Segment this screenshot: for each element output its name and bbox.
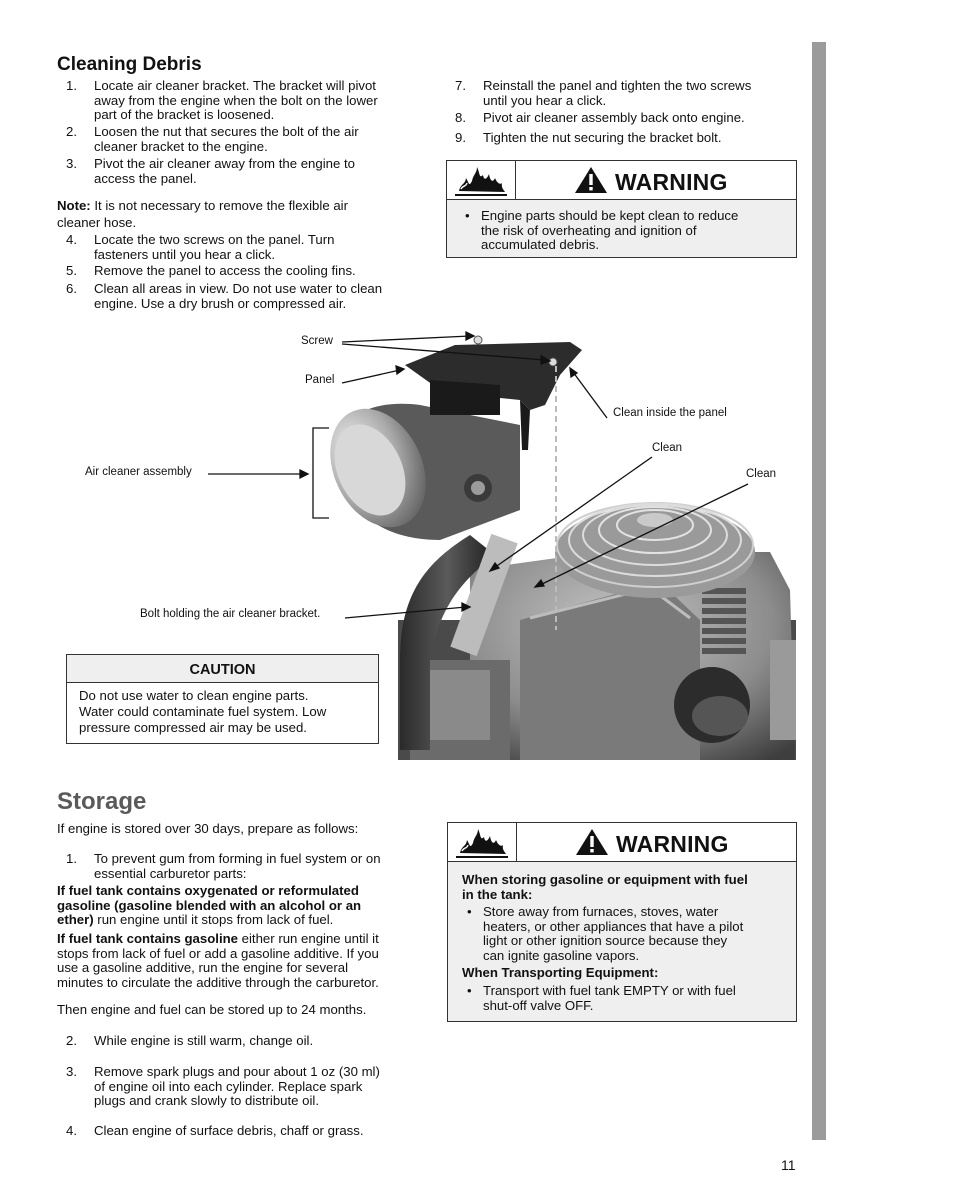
caution-title: CAUTION bbox=[67, 655, 378, 683]
oxy-bold-1: If fuel tank contains oxygenated or reformulated bbox=[57, 883, 359, 898]
step-number: 4. bbox=[66, 232, 77, 247]
warning-label: WARNING bbox=[616, 831, 729, 857]
gas-rest: either run engine until it bbox=[238, 931, 379, 946]
step-number: 2. bbox=[66, 1033, 77, 1048]
oxy-bold-3: ether) bbox=[57, 912, 94, 927]
note-text-2: cleaner hose. bbox=[57, 214, 137, 230]
warning-header-storage bbox=[448, 823, 796, 862]
gas-line-1: stops from lack of fuel or add a gasoline additive. If you bbox=[57, 945, 379, 961]
storage-intro: If engine is stored over 30 days, prepare as follows: bbox=[57, 821, 359, 836]
storing-heading-1: When storing gasoline or equipment with fuel bbox=[462, 872, 748, 887]
fan-screen bbox=[555, 503, 755, 598]
note bbox=[57, 199, 348, 230]
step-number: 3. bbox=[66, 1064, 77, 1079]
flame-icon bbox=[448, 823, 517, 861]
bullet-dot: • bbox=[467, 904, 472, 919]
gasoline-paragraph bbox=[57, 932, 379, 990]
warning-header bbox=[447, 161, 796, 200]
label-air-cleaner-assembly: Air cleaner assembly bbox=[85, 466, 192, 478]
gas-bold: If fuel tank contains gasoline bbox=[57, 931, 238, 946]
storage-then: Then engine and fuel can be stored up to 24 months. bbox=[57, 1002, 367, 1017]
step-text: Pivot air cleaner assembly back onto engine. bbox=[483, 110, 745, 125]
label-clean-inside-panel: Clean inside the panel bbox=[613, 407, 727, 419]
note-text: It is not necessary to remove the flexible air bbox=[90, 198, 348, 213]
caution-box bbox=[66, 654, 379, 744]
note-label: Note: bbox=[57, 198, 91, 213]
label-panel: Panel bbox=[305, 374, 335, 386]
oxygenated-paragraph bbox=[57, 884, 361, 928]
label-bolt: Bolt holding the air cleaner bracket. bbox=[140, 608, 321, 620]
storing-heading-2: in the tank: bbox=[462, 886, 533, 902]
transport-heading: When Transporting Equipment: bbox=[462, 965, 659, 980]
step-number: 3. bbox=[66, 156, 77, 171]
step-number: 9. bbox=[455, 130, 466, 145]
step-number: 1. bbox=[66, 78, 77, 93]
step-number: 2. bbox=[66, 124, 77, 139]
step-text: Clean all areas in view. Do not use water to clean engine. Use a dry brush or compressed air. bbox=[94, 281, 383, 311]
step-number: 4. bbox=[66, 1123, 77, 1138]
step-text: Clean engine of surface debris, chaff or grass. bbox=[94, 1123, 364, 1138]
page-side-bar bbox=[812, 42, 826, 1140]
page-number: 11 bbox=[781, 1157, 796, 1173]
air-cleaner-bracket-line bbox=[313, 428, 329, 518]
step-number: 7. bbox=[455, 78, 466, 93]
section-title-storage: Storage bbox=[57, 788, 147, 815]
step-text: To prevent gum from forming in fuel system or on essential carburetor parts: bbox=[94, 851, 381, 881]
section-title-cleaning: Cleaning Debris bbox=[57, 54, 202, 75]
oxy-rest: run engine until it stops from lack of fuel. bbox=[93, 912, 334, 927]
bullet-dot: • bbox=[467, 983, 472, 998]
step-text: Pivot the air cleaner away from the engine to access the panel. bbox=[94, 156, 355, 186]
step-text: Remove the panel to access the cooling fins. bbox=[94, 263, 356, 278]
step-text: Reinstall the panel and tighten the two screws until you hear a click. bbox=[483, 78, 752, 108]
warning-label: WARNING bbox=[615, 169, 728, 195]
warning-triangle-icon bbox=[574, 166, 608, 199]
transport-bullet-text: Transport with fuel tank EMPTY or with fuel shut-off valve OFF. bbox=[483, 983, 736, 1013]
step-text: Tighten the nut securing the bracket bolt. bbox=[483, 130, 722, 145]
storing-heading bbox=[462, 873, 748, 902]
step-number: 1. bbox=[66, 851, 77, 866]
warning-box-storage bbox=[447, 822, 797, 1022]
label-clean-1: Clean bbox=[652, 442, 683, 454]
step-text: Locate the two screws on the panel. Turn fasteners until you hear a click. bbox=[94, 232, 335, 262]
caution-text: Do not use water to clean engine parts. Water could contaminate fuel system. Low pressure compressed air may be used. bbox=[79, 688, 327, 735]
label-screw: Screw bbox=[301, 335, 333, 347]
oxy-bold-2: gasoline (gasoline blended with an alcohol or an bbox=[57, 897, 362, 913]
gas-line-3: minutes to circulate the additive through the carburetor. bbox=[57, 974, 379, 990]
step-text: Locate air cleaner bracket. The bracket will pivot away from the engine when the bolt on the lower part of the bracket is loosened. bbox=[94, 78, 378, 122]
step-text: Remove spark plugs and pour about 1 oz (30 ml) of engine oil into each cylinder. Replace spark plugs and crank slowly to distribute oil. bbox=[94, 1064, 380, 1108]
label-clean-2: Clean bbox=[746, 468, 777, 480]
step-number: 5. bbox=[66, 263, 77, 278]
step-number: 6. bbox=[66, 281, 77, 296]
gas-line-2: use a gasoline additive, run the engine for several bbox=[57, 960, 349, 975]
warning-bullet-text: Engine parts should be kept clean to reduce the risk of overheating and ignition of accumulated debris. bbox=[481, 208, 739, 252]
flame-icon bbox=[447, 161, 516, 199]
warning-triangle-icon bbox=[575, 828, 609, 861]
bullet-dot: • bbox=[465, 208, 470, 223]
step-number: 8. bbox=[455, 110, 466, 125]
step-text: Loosen the nut that secures the bolt of the air cleaner bracket to the engine. bbox=[94, 124, 359, 154]
step-text: While engine is still warm, change oil. bbox=[94, 1033, 314, 1048]
warning-box-cleaning bbox=[446, 160, 797, 258]
storing-bullet-text: Store away from furnaces, stoves, water heaters, or other appliances that have a pilot light or other ignition source because they can ignite gasoline vapors. bbox=[483, 904, 744, 963]
